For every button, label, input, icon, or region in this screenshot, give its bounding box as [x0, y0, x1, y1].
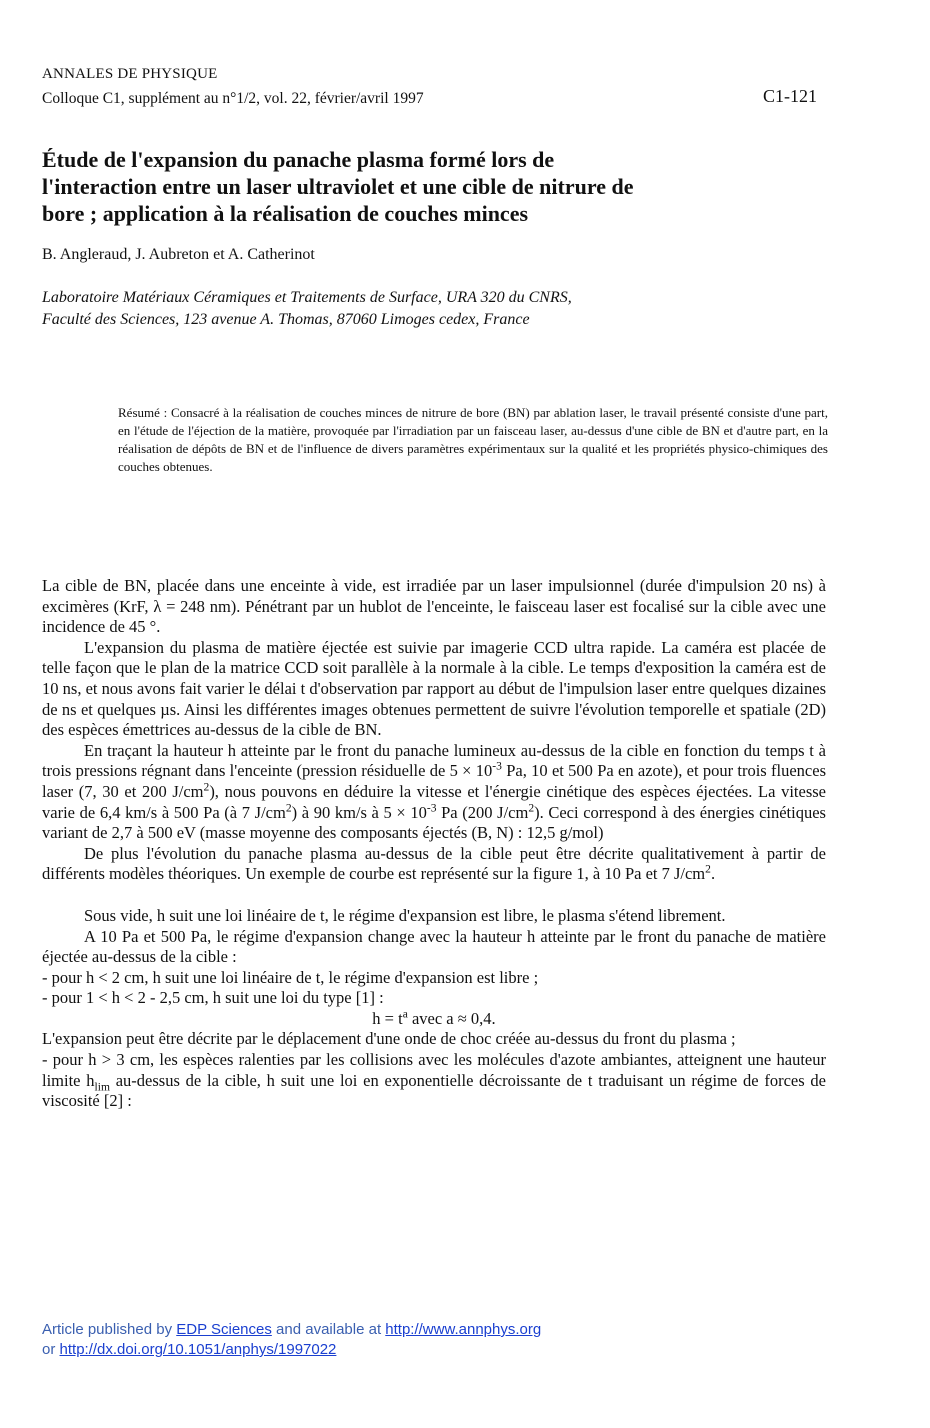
body-text: [42, 576, 826, 1112]
affiliation-line: Laboratoire Matériaux Céramiques et Traitements de Surface, URA 320 du CNRS,: [42, 289, 572, 306]
footer-line: or http://dx.doi.org/10.1051/anphys/1997022: [42, 1341, 337, 1358]
paragraph: L'expansion du plasma de matière éjectée est suivie par imagerie CCD ultra rapide. La caméra est placée de telle façon que le plan de la matrice CCD soit parallèle à la normale à la cible. Le temps d'exposition la caméra est de 10 ns, et nous avons fait varier le délai t d'observation par rapport au début de l'impulsion laser entre quelques dizaines de ns et quelques µs. Ainsi les différentes images obtenues permettent de suivre l'évolution temporelle et spatiale (2D) des espèces émettrices au-dessus de la cible de BN.: [42, 637, 826, 740]
affiliation-line: Faculté des Sciences, 123 avenue A. Thomas, 87060 Limoges cedex, France: [42, 311, 530, 328]
publisher-link[interactable]: EDP Sciences: [176, 1321, 272, 1338]
paragraph: En traçant la hauteur h atteinte par le front du panache lumineux au-dessus de la cible en fonction du temps t à trois pressions régnant dans l'enceinte (pression résiduelle de $5 \times 10^{-3}$ Pa, 10 et 500 Pa en azote), et pour trois fluences laser (7, 30 et 200 $J/cm^2$), nous pouvons en déduire la vitesse et l'énergie cinétique des espèces éjectées. La vitesse varie de 6,4 km/s à 500 Pa (à 7 $J/cm^2$) à 90 km/s à $5 \times 10^{-3}$ Pa (200 $J/cm^2$). Ceci correspond à des énergies cinétiques variant de 2,7 à 500 eV (masse moyenne des composants éjectés (B, N) : 12,5 g/mol): [42, 740, 827, 843]
equation: $h = t^a$ avec a ≈ 0,4.: [372, 1008, 496, 1028]
paragraph: L'expansion peut être décrite par le déplacement d'une onde de choc créée au-dessus du front du plasma ;: [42, 1029, 736, 1049]
page-number: C1-121: [763, 86, 817, 106]
list-item: - pour 1 < h < 2 - 2,5 cm, h suit une loi du type [1] :: [42, 988, 384, 1008]
doi-link[interactable]: http://dx.doi.org/10.1051/anphys/1997022: [59, 1341, 337, 1358]
publication-footer: [42, 1320, 541, 1360]
affiliation: [42, 287, 842, 331]
paragraph: A 10 Pa et 500 Pa, le régime d'expansion change avec la hauteur h atteinte par le front du panache de matière éjectée au-dessus de la cible :: [42, 926, 826, 967]
list-item: - pour h > 3 cm, les espèces ralenties par les collisions avec les molécules d'azote ambiantes, atteignent une hauteur limite $h_{lim}$ au-dessus de la cible, h suit une loi en exponentielle décroissante de t traduisant un régime de forces de viscosité [2] :: [42, 1050, 826, 1111]
title-line: bore ; application à la réalisation de couches minces: [42, 201, 529, 226]
paragraph: La cible de BN, placée dans une enceinte à vide, est irradiée par un laser impulsionnel (durée d'impulsion 20 ns) à excimères (KrF, λ = 248 nm). Pénétrant par un hublot de l'enceinte, le faisceau laser est focalisé sur la cible avec une incidence de 45 °.: [42, 576, 826, 637]
paragraph: Sous vide, h suit une loi linéaire de t, le régime d'expansion est libre, le plasma s'étend librement.: [84, 905, 726, 925]
journal-name: ANNALES DE PHYSIQUE: [42, 66, 218, 82]
journal-url-link[interactable]: http://www.annphys.org: [385, 1321, 542, 1338]
abstract: Résumé : Consacré à la réalisation de couches minces de nitrure de bore (BN) par ablation laser, le travail présenté consiste d'une part, en l'étude de l'éjection de la matière, provoquée par l'irradiation par un faisceau laser, au-dessus d'une cible de BN et d'autre part, en la réalisation de dépôts de BN et de l'influence de divers paramètres expérimentaux sur la qualité et les propriétés physico-chimiques des couches obtenues.: [118, 405, 828, 474]
paragraph: De plus l'évolution du panache plasma au-dessus de la cible peut être décrite qualitativement à partir de différents modèles théoriques. Un exemple de courbe est représenté sur la figure 1, à 10 Pa et 7 $J/cm^2$.: [42, 843, 826, 884]
paper-title: [42, 146, 842, 227]
authors: B. Angleraud, J. Aubreton et A. Catherinot: [42, 246, 315, 263]
title-line: l'interaction entre un laser ultraviolet et une cible de nitrure de: [42, 174, 634, 199]
title-line: Étude de l'expansion du panache plasma formé lors de: [42, 147, 555, 172]
list-item: - pour h < 2 cm, h suit une loi linéaire de t, le régime d'expansion est libre ;: [42, 967, 539, 987]
issue-info: Colloque C1, supplément au n°1/2, vol. 22, février/avril 1997: [42, 90, 424, 107]
footer-line: Article published by EDP Sciences and available at http://www.annphys.org: [42, 1321, 542, 1338]
